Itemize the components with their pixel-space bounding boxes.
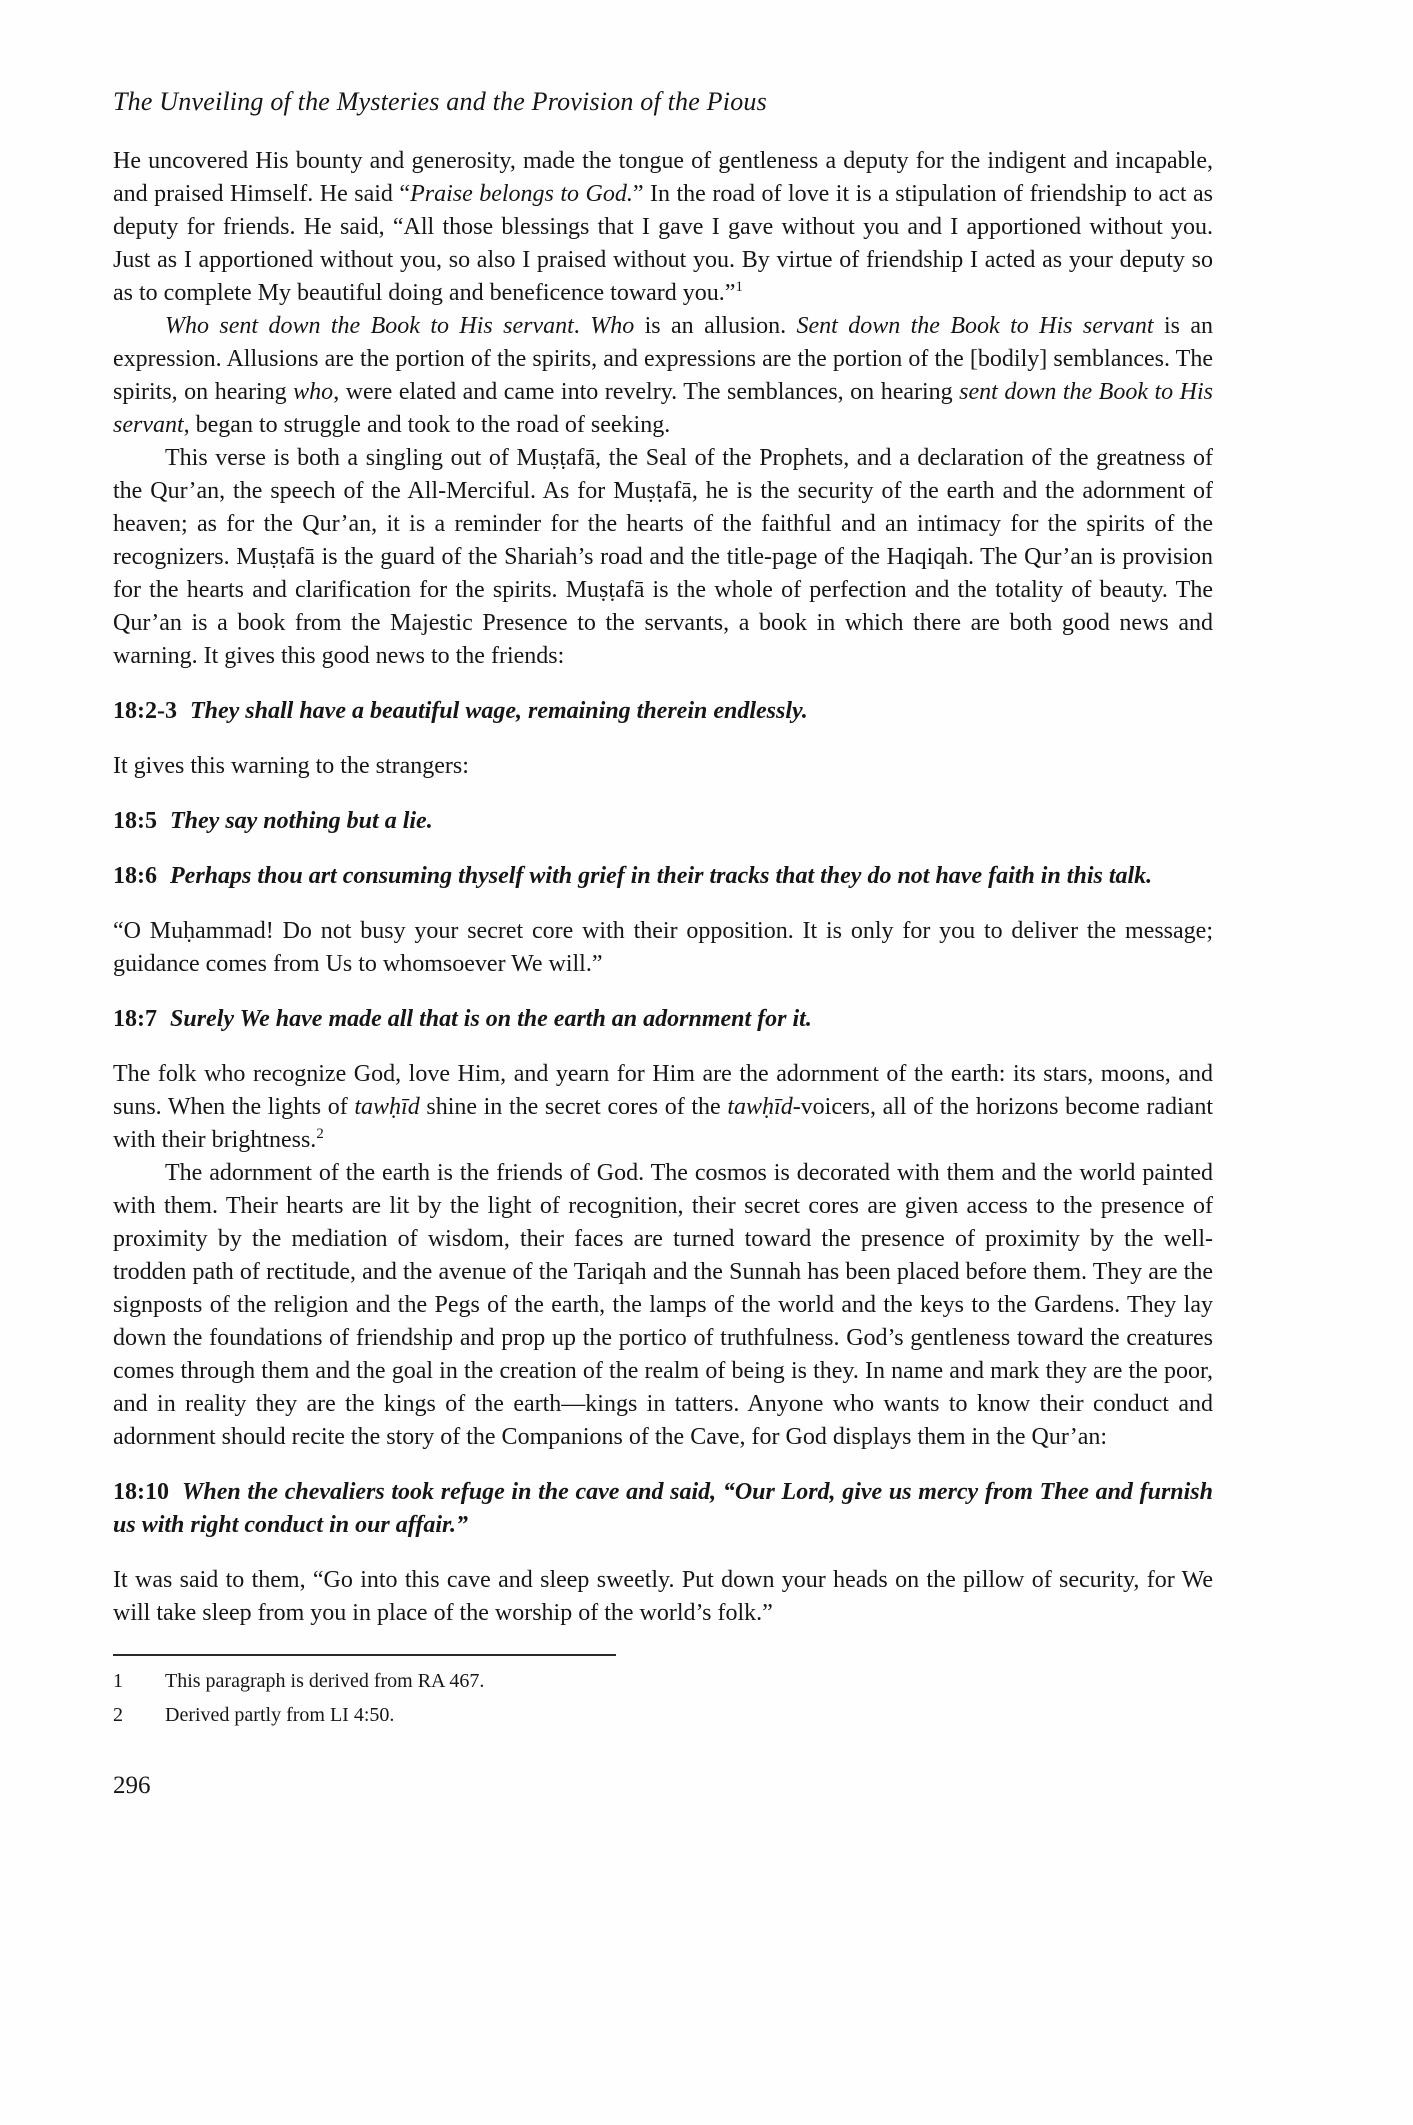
- verse-18:6: [113, 860, 1213, 893]
- text-run: , were elated and came into revelry. The semblances, on hearing: [333, 379, 960, 405]
- page-number: 296: [113, 1772, 151, 1799]
- footnote-text: This paragraph is derived from RA 467.: [165, 1670, 485, 1692]
- text-run: is an expression. Allusions are the portion of the spirits, and expressions are the portion of the [bodily] semblances. The spirits, on hearing: [113, 313, 1214, 405]
- paragraph: [113, 915, 1213, 981]
- text-run: , began to struggle and took to the road of seeking.: [183, 412, 671, 438]
- text-run: who: [293, 379, 334, 405]
- text-run: Perhaps thou art consuming thyself with grief in their tracks that they do not have faith in this talk.: [170, 863, 1153, 889]
- running-title: The Unveiling of the Mysteries and the Provision of the Pious: [113, 87, 767, 116]
- text-run: tawḥīd: [727, 1094, 793, 1120]
- footnotes: [113, 1664, 1213, 1732]
- text-run: They say nothing but a lie.: [170, 808, 433, 834]
- text-run: It was said to them, “Go into this cave and sleep sweetly. Put down your heads on the pillow of security, for We will take sleep from you in place of the worship of the world’s folk.”: [113, 1567, 1213, 1626]
- verse-18:5: [113, 805, 1213, 838]
- paragraph: [113, 1564, 1213, 1630]
- text-run: ” In the road of love it is a stipulation of friendship to act as deputy for friends. He said, “All those blessings that I gave I gave without you and I apportioned without you. Just as I apportioned without you, so also I praised without you. By virtue of friendship I acted as your deputy so as to complete My beautiful doing and beneficence toward you.”: [113, 181, 1214, 306]
- text-run: They shall have a beautiful wage, remaining therein endlessly.: [189, 698, 808, 724]
- text-run: Who sent down the Book to His servant: [165, 313, 574, 339]
- verse-number: 18:10: [113, 1479, 169, 1505]
- text-run: Surely We have made all that is on the earth an adornment for it.: [170, 1006, 812, 1032]
- body-text: [113, 145, 1213, 1630]
- text-run: It gives this warning to the strangers:: [113, 753, 469, 779]
- verse-number: 18:7: [113, 1006, 157, 1032]
- text-run: shine in the secret cores of the: [419, 1094, 728, 1120]
- paragraph: [113, 310, 1213, 442]
- verse-18:7: [113, 1003, 1213, 1036]
- verse-18:2-3: [113, 695, 1213, 728]
- paragraph: [113, 1157, 1213, 1454]
- text-run: .: [573, 313, 591, 339]
- footnote-reference: 1: [735, 279, 743, 295]
- text-run: When the chevaliers took refuge in the cave and said, “Our Lord, give us mercy from Thee and furnish us with right conduct in our affair.”: [113, 1479, 1213, 1538]
- footnote: [113, 1698, 1213, 1732]
- paragraph: [113, 442, 1213, 673]
- text-run: He uncovered His bounty and generosity, made the tongue of gentleness a deputy for the indigent and incapable, and praised Himself. He said “: [113, 148, 1213, 207]
- text-run: Sent down the Book to His servant: [796, 313, 1154, 339]
- paragraph: [113, 1058, 1213, 1157]
- verse-18:10: [113, 1476, 1213, 1542]
- footnote-separator: [113, 1654, 616, 1656]
- text-run: The adornment of the earth is the friends of God. The cosmos is decorated with them and the world painted with them. Their hearts are lit by the light of recognition, their secret cores are given access to the presence of proximity by the mediation of wisdom, their faces are turned toward the presence of proximity by the well-trodden path of rectitude, and the avenue of the Tariqah and the Sunnah has been placed before them. They are the signposts of the religion and the Pegs of the earth, the lamps of the world and the keys to the Gardens. They lay down the foundations of friendship and prop up the portico of truthfulness. God’s gentleness toward the creatures comes through them and the goal in the creation of the realm of being is they. In name and mark they are the poor, and in reality they are the kings of the earth—kings in tatters. Anyone who wants to know their conduct and adornment should recite the story of the Companions of the Cave, for God displays them in the Qur’an:: [113, 1160, 1213, 1450]
- text-run: sent down the Book to His servant: [113, 379, 1214, 438]
- footnote-number: 1: [113, 1670, 123, 1692]
- footnote-text: Derived partly from LI 4:50.: [165, 1704, 395, 1726]
- paragraph: [113, 750, 1213, 783]
- footnote: [113, 1664, 1213, 1698]
- text-run: Who: [590, 313, 635, 339]
- verse-number: 18:2-3: [113, 698, 177, 724]
- text-run: tawḥīd: [354, 1094, 420, 1120]
- footnote-reference: 2: [316, 1126, 324, 1142]
- text-run: This verse is both a singling out of Muṣṭafā, the Seal of the Prophets, and a declaration of the greatness of the Qur’an, the speech of the All-Merciful. As for Muṣṭafā, he is the security of the earth and the adornment of heaven; as for the Qur’an, it is a reminder for the hearts of the faithful and an intimacy for the spirits of the recognizers. Muṣṭafā is the guard of the Shariah’s road and the title-page of the Haqiqah. The Qur’an is provision for the hearts and clarification for the spirits. Muṣṭafā is the whole of perfection and the totality of beauty. The Qur’an is a book from the Majestic Presence to the servants, a book in which there are both good news and warning. It gives this good news to the friends:: [113, 445, 1213, 669]
- paragraph: [113, 145, 1213, 310]
- text-run: Praise belongs to God.: [410, 181, 633, 207]
- verse-number: 18:6: [113, 863, 157, 889]
- text-run: The folk who recognize God, love Him, and yearn for Him are the adornment of the earth: its stars, moons, and suns. When the lights of: [113, 1061, 1213, 1120]
- text-run: -voicers, all of the horizons become radiant with their brightness.: [113, 1094, 1213, 1153]
- text-run: is an allusion.: [634, 313, 797, 339]
- footnote-number: 2: [113, 1704, 123, 1726]
- verse-number: 18:5: [113, 808, 157, 834]
- text-run: “O Muḥammad! Do not busy your secret core with their opposition. It is only for you to deliver the message; guidance comes from Us to whomsoever We will.”: [113, 918, 1213, 977]
